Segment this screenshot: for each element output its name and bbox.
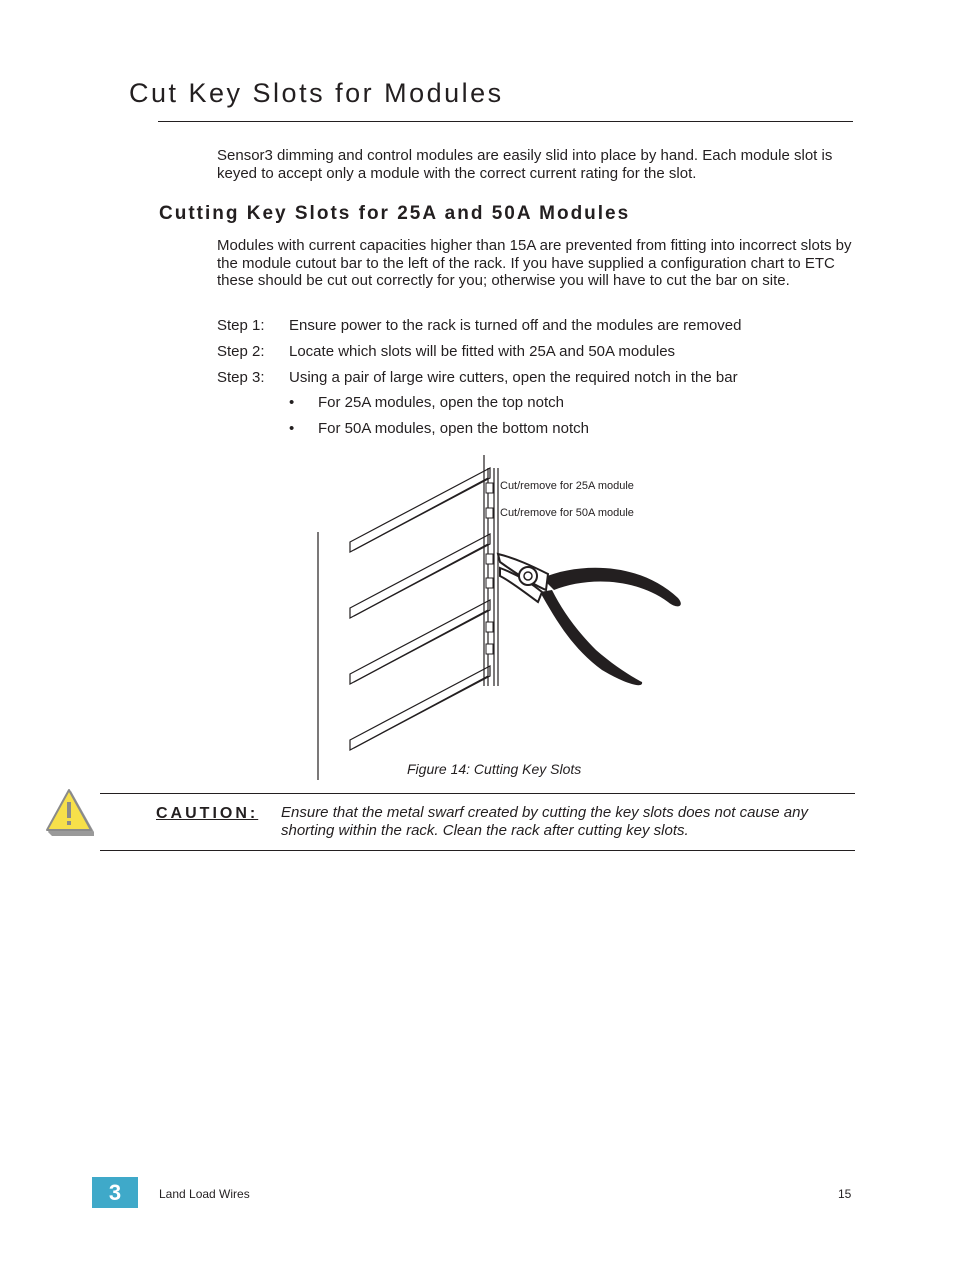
chapter-number-badge: 3 bbox=[92, 1177, 138, 1208]
intro-paragraph: Sensor3 dimming and control modules are easily slid into place by hand. Each module slot is keyed to accept only a module with the correct current rating for the slot. bbox=[217, 147, 833, 182]
step-number: Step 1: bbox=[217, 317, 265, 334]
title-rule bbox=[158, 121, 853, 122]
step-number: Step 3: bbox=[217, 369, 265, 386]
cutting-key-slots-figure bbox=[310, 450, 710, 785]
figure-caption: Figure 14: Cutting Key Slots bbox=[407, 761, 582, 777]
figure-label-25a: Cut/remove for 25A module bbox=[500, 480, 634, 492]
footer-chapter-title: Land Load Wires bbox=[159, 1187, 250, 1201]
figure-label-50a: Cut/remove for 50A module bbox=[500, 507, 634, 519]
bullet-text: For 50A modules, open the bottom notch bbox=[318, 420, 590, 437]
step-text: Using a pair of large wire cutters, open the required notch in the bar bbox=[289, 369, 738, 386]
caution-label: CAUTION: bbox=[156, 805, 259, 822]
page-number: 15 bbox=[838, 1187, 852, 1201]
caution-top-rule bbox=[100, 793, 855, 794]
caution-bottom-rule bbox=[100, 850, 855, 851]
step-number: Step 2: bbox=[217, 343, 265, 360]
step-text: Locate which slots will be fitted with 25A and 50A modules bbox=[289, 343, 676, 360]
section-paragraph: Modules with current capacities higher than 15A are prevented from fitting into incorrect slots by the module cutout bar to the left of the rack. If you have supplied a configuration chart to ETC these should be cut out correctly for you; otherwise you will have to cut the bar on site. bbox=[217, 237, 852, 290]
caution-text: Ensure that the metal swarf created by cutting the key slots does not cause any shorting within the rack. Clean the rack after cutting key slots. bbox=[281, 804, 808, 839]
bullet-symbol: • bbox=[289, 394, 295, 411]
step-text: Ensure power to the rack is turned off and the modules are removed bbox=[289, 317, 742, 334]
page-title: Cut Key Slots for Modules bbox=[129, 78, 504, 108]
bullet-text: For 25A modules, open the top notch bbox=[318, 394, 564, 411]
bullet-symbol: • bbox=[289, 420, 295, 437]
warning-triangle-icon bbox=[45, 788, 97, 838]
section-heading: Cutting Key Slots for 25A and 50A Modules bbox=[159, 203, 631, 224]
